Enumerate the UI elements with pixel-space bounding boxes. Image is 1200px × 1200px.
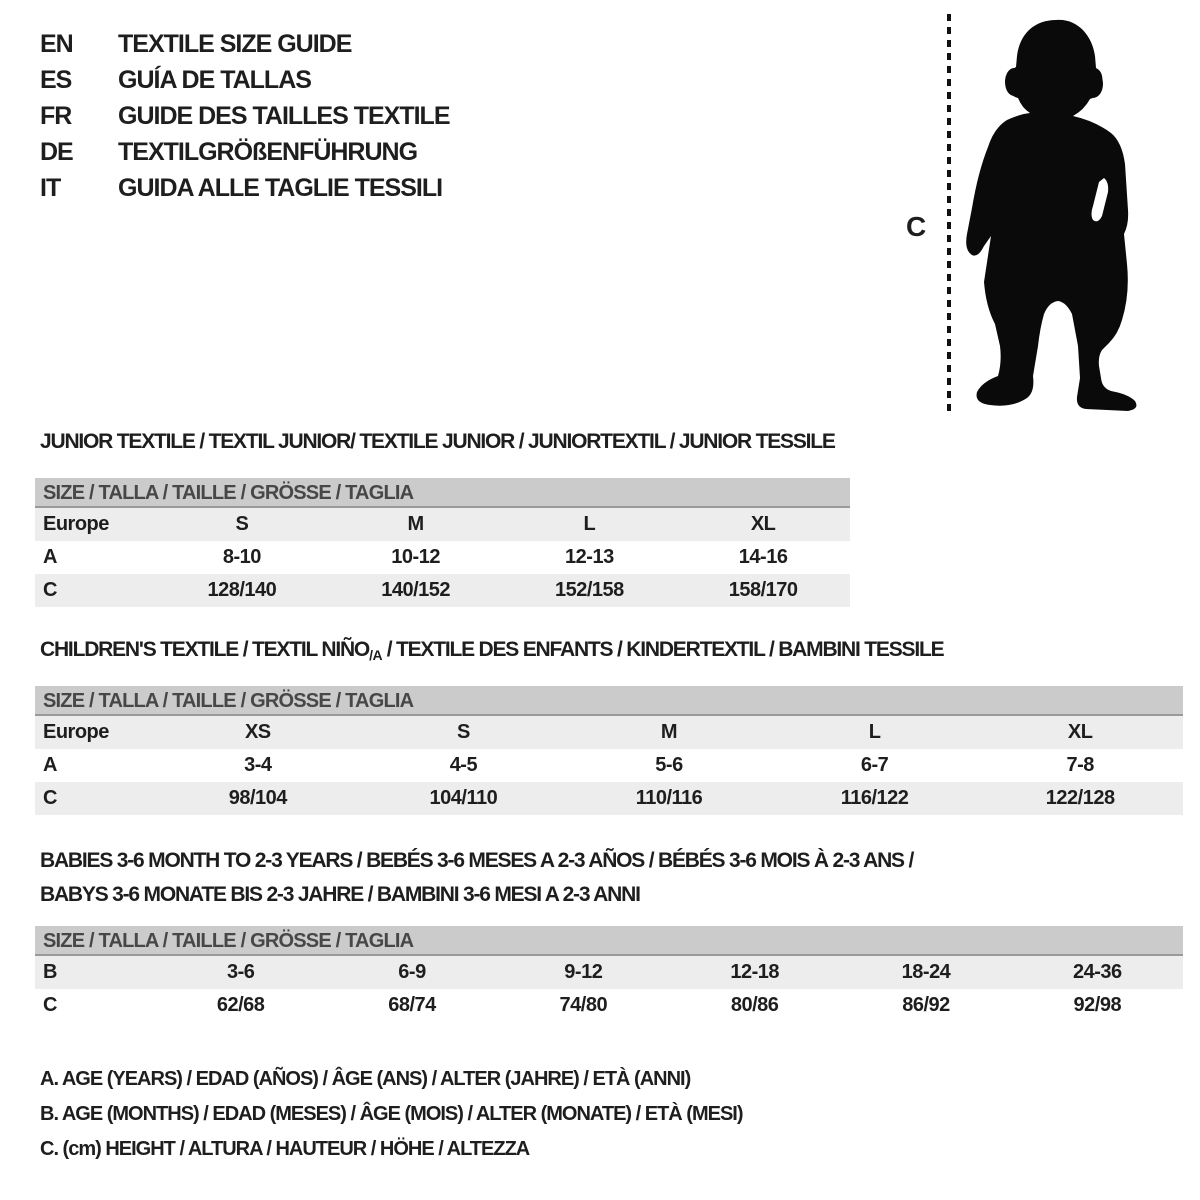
table-cell: Europe [43,513,109,535]
table-cell: 4-5 [449,754,478,776]
heading-text: CHILDREN'S TEXTILE / TEXTIL NIÑO [40,638,370,661]
table-cell: S [235,513,249,535]
table-cell: 12-18 [730,961,779,983]
table-cell: 98/104 [228,787,287,809]
section-heading-junior: JUNIOR TEXTILE / TEXTIL JUNIOR/ TEXTILE JUNIOR / JUNIORTEXTIL / JUNIOR TESSILE [40,430,835,453]
language-code: FR [40,101,72,130]
table-cell: C [43,994,57,1016]
table-row-height [35,782,1183,815]
children-size-table [35,686,1183,815]
section-heading-children [40,638,943,663]
table-cell: 5-6 [655,754,683,776]
language-title: GUÍA DE TALLAS [118,65,311,94]
table-cell: 12-13 [565,546,614,568]
table-row-age [35,541,850,574]
table-cell: 24-36 [1072,961,1122,983]
table-cell: A [43,546,57,568]
heading-line-1: BABIES 3-6 MONTH TO 2-3 YEARS / BEBÉS 3-6 MESES A 2-3 AÑOS / BÉBÉS 3-6 MOIS À 2-3 ANS / [40,849,914,872]
table-cell: C [43,579,57,601]
table-cell: 7-8 [1066,754,1094,776]
language-title: TEXTILGRÖßENFÜHRUNG [118,137,418,166]
table-cell: A [43,754,57,776]
table-cell: 158/170 [728,579,798,601]
table-cell: 80/86 [730,994,779,1016]
table-row-height [35,574,850,607]
table-cell: 18-24 [901,961,951,983]
table-cell: B [43,961,57,983]
section-heading-babies [40,844,913,912]
table-row-months [35,956,1183,989]
legend-line-c: C. (cm) HEIGHT / ALTURA / HAUTEUR / HÖHE / ALTEZZA [40,1138,530,1160]
language-row-es [40,62,450,98]
table-cell: XL [750,513,776,535]
heading-line-2: BABYS 3-6 MONATE BIS 2-3 JAHRE / BAMBINI 3-6 MESI A 2-3 ANNI [40,883,640,906]
table-cell: 8-10 [222,546,261,568]
language-title: TEXTILE SIZE GUIDE [118,29,352,58]
language-title: GUIDA ALLE TAGLIE TESSILI [118,173,443,202]
table-cell: 10-12 [391,546,440,568]
size-header-bar: SIZE / TALLA / TAILLE / GRÖSSE / TAGLIA [35,686,1183,716]
size-header-bar: SIZE / TALLA / TAILLE / GRÖSSE / TAGLIA [35,926,1183,956]
table-cell: M [660,721,678,743]
size-header-bar: SIZE / TALLA / TAILLE / GRÖSSE / TAGLIA [35,478,850,508]
table-cell: XS [244,721,271,743]
language-code: EN [40,29,73,58]
table-cell: 74/80 [559,994,608,1016]
height-measure-label: C [906,211,927,242]
table-cell: 3-4 [244,754,272,776]
junior-size-table [35,478,850,607]
legend-line-b: B. AGE (MONTHS) / EDAD (MESES) / ÂGE (MOIS) / ALTER (MONATE) / ETÀ (MESI) [40,1103,743,1125]
table-row-europe [35,508,850,541]
table-cell: 14-16 [738,546,788,568]
table-cell: 104/110 [429,787,498,809]
table-row-age [35,749,1183,782]
table-cell: 3-6 [226,961,255,983]
table-cell: 110/116 [635,787,703,809]
language-row-de [40,134,450,170]
table-cell: 92/98 [1073,994,1122,1016]
table-cell: Europe [43,721,109,743]
table-cell: L [583,513,596,535]
language-code: ES [40,65,72,94]
table-cell: 6-9 [398,961,426,983]
legend [40,1062,743,1167]
height-measure-dashed-line [947,14,951,417]
table-row-europe [35,716,1183,749]
table-cell: 62/68 [216,994,265,1016]
language-row-en [40,26,450,62]
language-title: GUIDE DES TAILLES TEXTILE [118,101,450,130]
table-cell: 6-7 [860,754,889,776]
language-code: DE [40,137,73,166]
table-cell: 68/74 [388,994,436,1016]
table-cell: M [407,513,424,535]
table-cell: XL [1067,721,1093,743]
table-cell: 152/158 [554,579,624,601]
table-cell: 128/140 [207,579,277,601]
language-title-block [40,26,450,206]
table-row-height [35,989,1183,1022]
language-code: IT [40,173,61,202]
language-row-fr [40,98,450,134]
language-row-it [40,170,450,206]
heading-subscript: /A [369,647,383,663]
heading-text: / TEXTILE DES ENFANTS / KINDERTEXTIL / BAMBINI TESSILE [382,638,944,661]
table-cell: C [43,787,57,809]
table-cell: 116/122 [840,787,909,809]
table-cell: 122/128 [1045,787,1115,809]
babies-size-table [35,926,1183,1022]
legend-line-a: A. AGE (YEARS) / EDAD (AÑOS) / ÂGE (ANS) / ALTER (JAHRE) / ETÀ (ANNI) [40,1068,691,1090]
table-cell: S [456,721,470,743]
toddler-silhouette-icon [962,12,1146,418]
table-cell: 9-12 [564,961,603,983]
table-cell: L [868,721,881,743]
table-cell: 140/152 [381,579,451,601]
table-cell: 86/92 [902,994,950,1016]
